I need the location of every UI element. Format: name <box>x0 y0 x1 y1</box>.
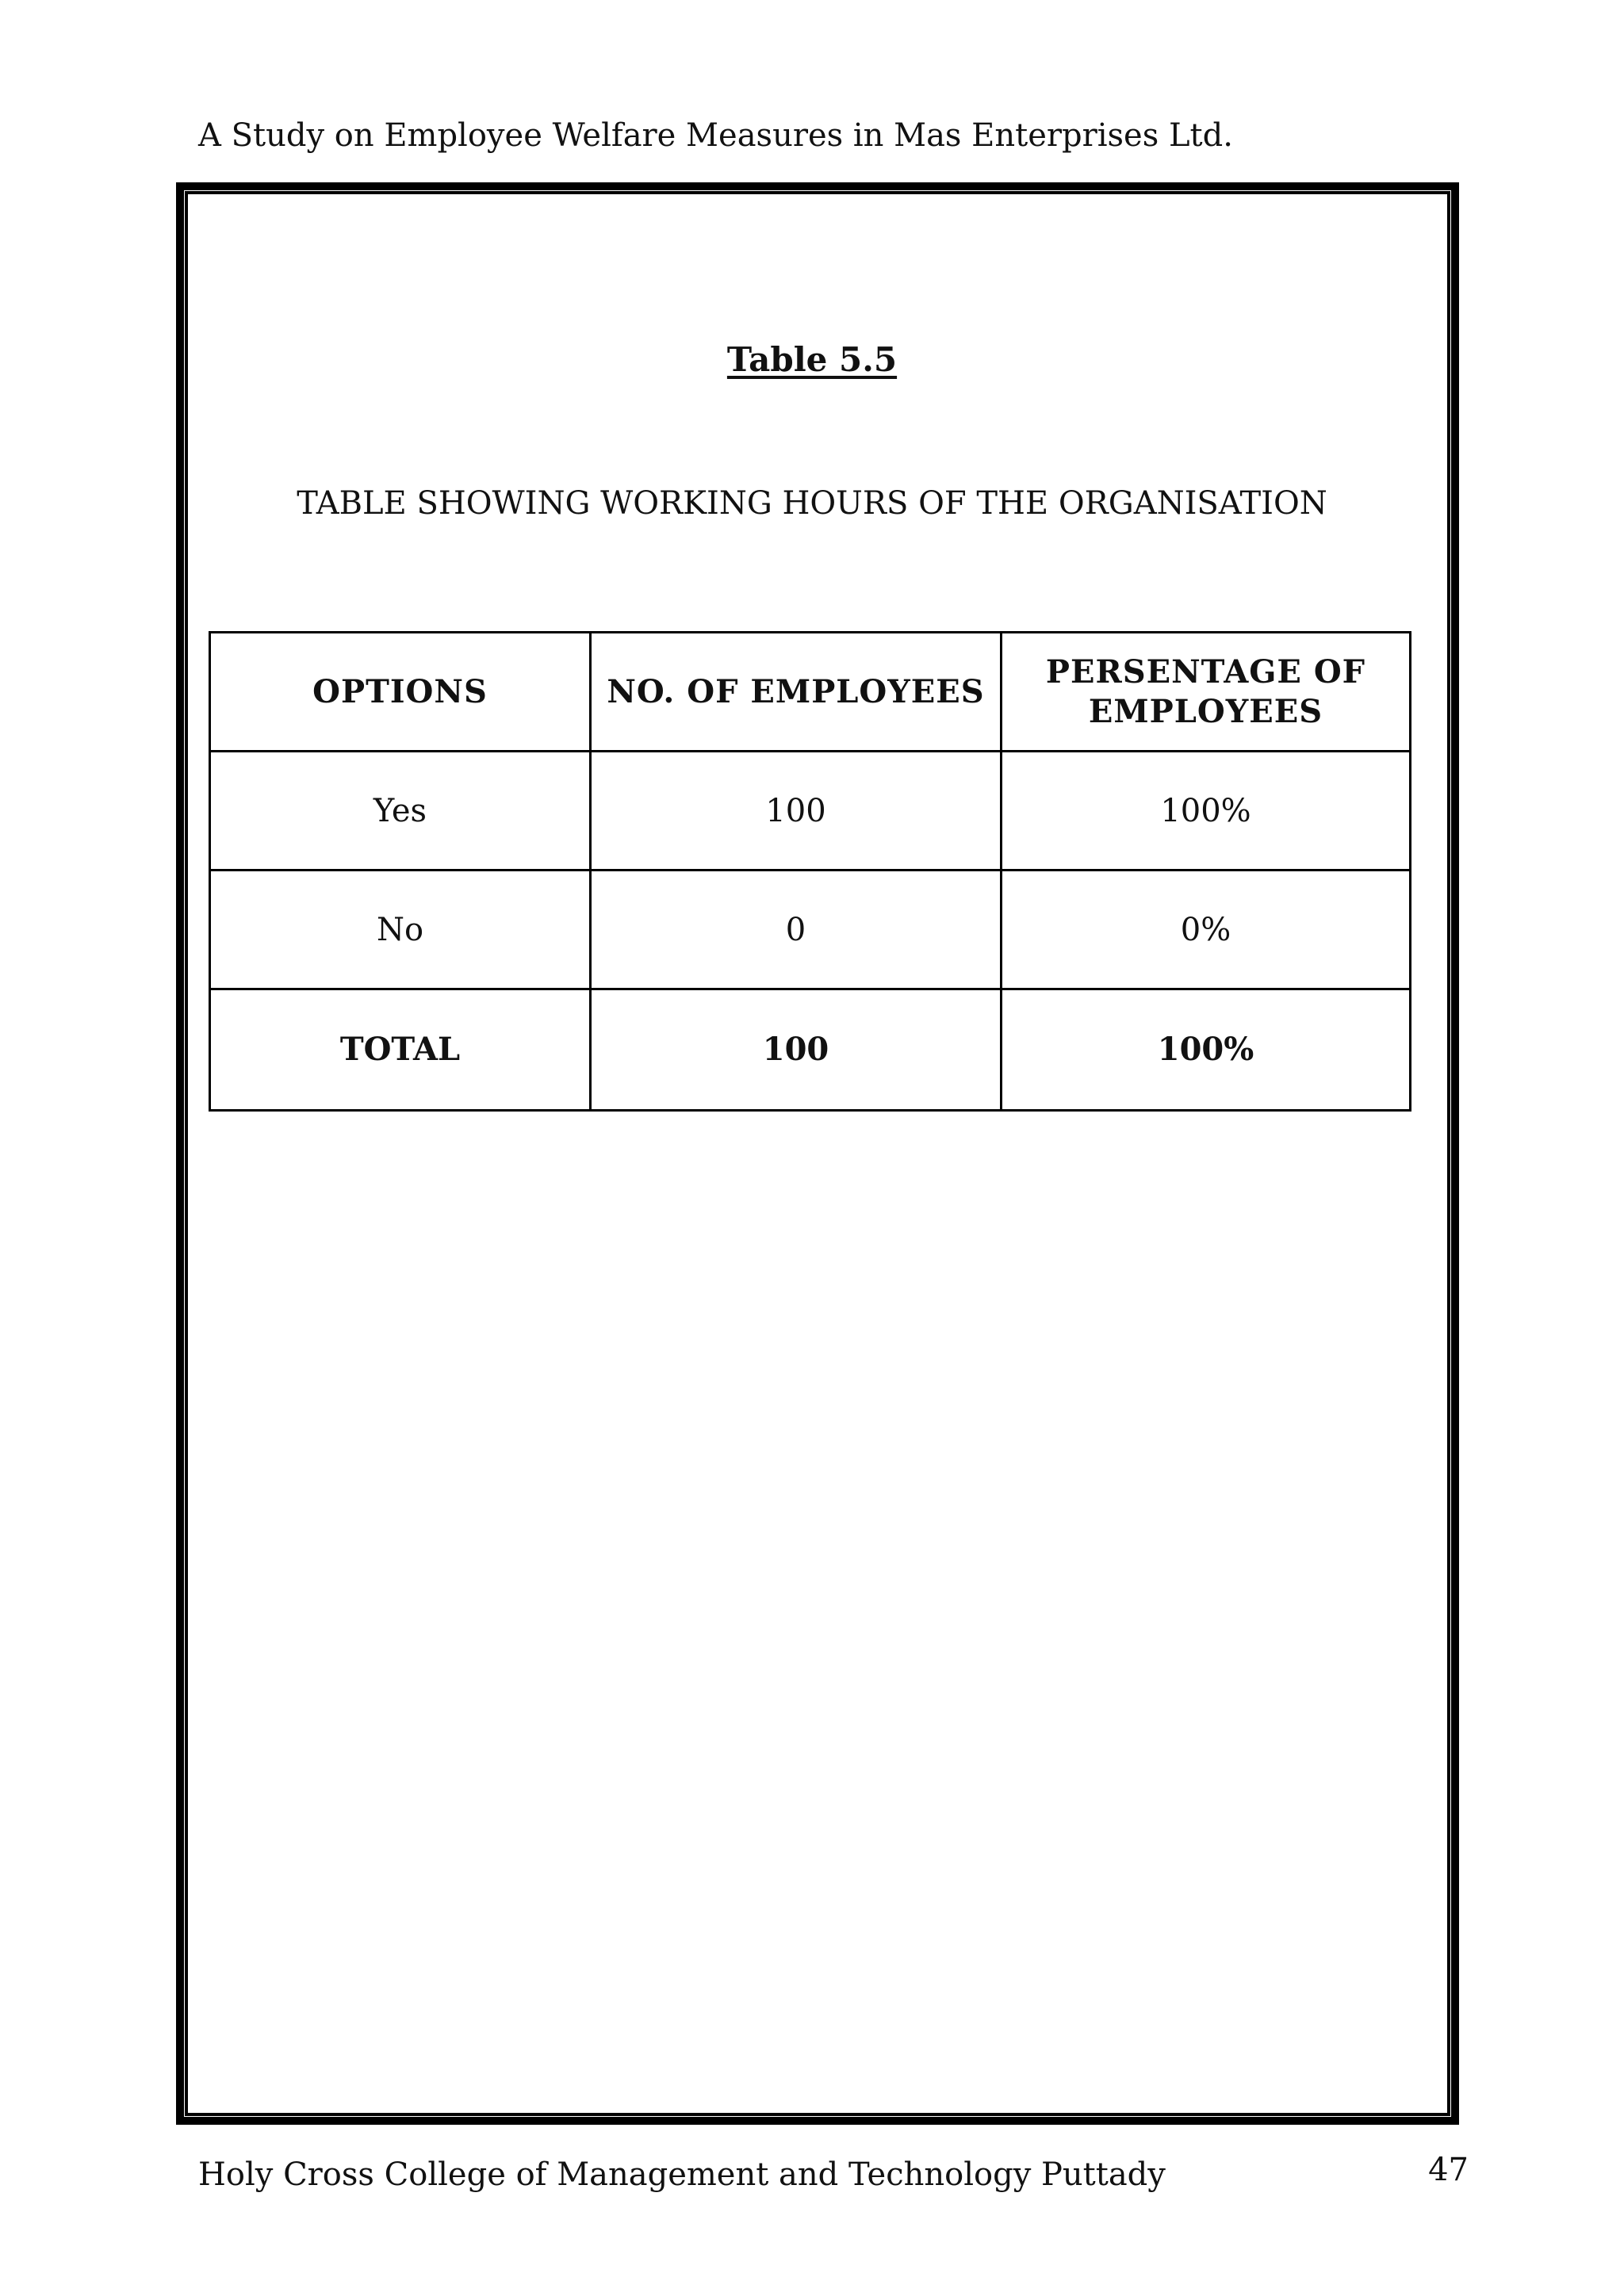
header-number-of-employees: NO. OF EMPLOYEES <box>591 633 1002 752</box>
cell-percentage: 0% <box>1002 871 1411 989</box>
table-header-row <box>210 633 1411 752</box>
table-number: Table 5.5 <box>726 340 898 379</box>
cell-employee-count: 100 <box>591 752 1002 871</box>
header-percentage-of-employees: PERSENTAGE OF EMPLOYEES <box>1002 633 1411 752</box>
cell-option: Yes <box>210 752 591 871</box>
cell-total-count: 100 <box>591 989 1002 1111</box>
table-caption: TABLE SHOWING WORKING HOURS OF THE ORGANISATION <box>297 485 1327 522</box>
working-hours-table <box>209 631 1411 1112</box>
cell-option: No <box>210 871 591 989</box>
table-total-row <box>210 989 1411 1111</box>
running-header: A Study on Employee Welfare Measures in Mas Enterprises Ltd. <box>198 117 1233 154</box>
page-border-inner <box>185 191 1450 2116</box>
footer-text: Holy Cross College of Management and Technology Puttady <box>198 2156 1166 2193</box>
table-row <box>210 752 1411 871</box>
cell-total-label: TOTAL <box>210 989 591 1111</box>
cell-percentage: 100% <box>1002 752 1411 871</box>
cell-total-percentage: 100% <box>1002 989 1411 1111</box>
page-number: 47 <box>1428 2152 1469 2188</box>
table-row <box>210 871 1411 989</box>
header-options: OPTIONS <box>210 633 591 752</box>
cell-employee-count: 0 <box>591 871 1002 989</box>
